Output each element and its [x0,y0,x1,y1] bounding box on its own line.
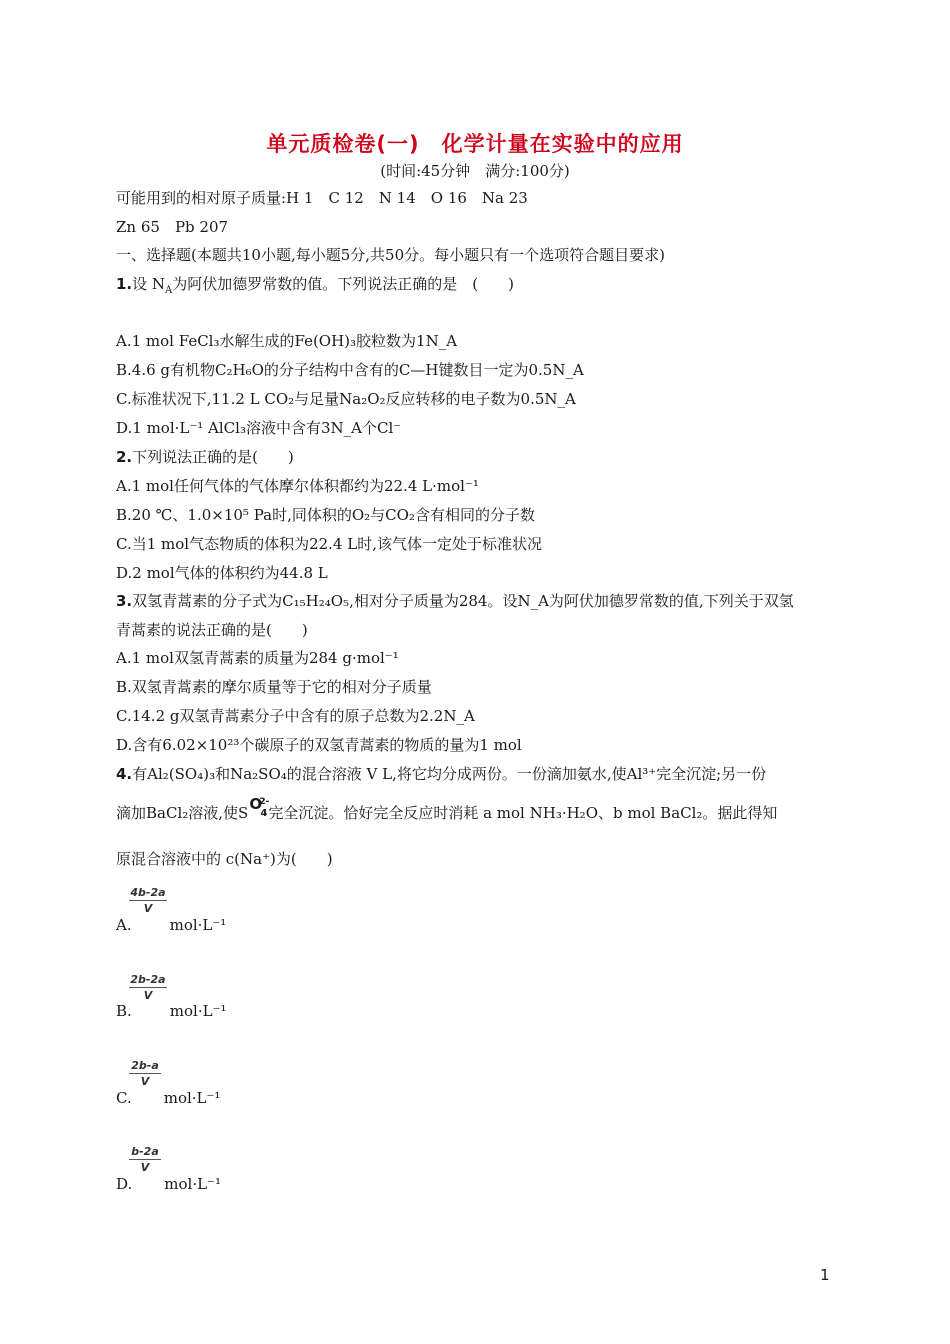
option-a-fraction [129,886,167,915]
sulfate-charge: 2- [259,797,270,807]
option-d-letter: D. [116,1175,133,1193]
question-4-option-c [116,1088,220,1108]
option-b-numerator: 2b-2a [130,973,166,986]
question-3-number: 3. [116,592,133,610]
sulfate-subscript: 4 [260,808,268,819]
sulfate-ion-formula [248,795,270,820]
question-4-stem-line3: 原混合溶液中的 c(Na⁺)为( ) [116,850,333,868]
option-d-unit: mol·L⁻¹ [164,1175,221,1193]
option-d-denominator: V [140,1161,150,1174]
atomic-masses-line2: Zn 65 Pb 207 [116,218,229,236]
question-1-number: 1. [116,275,133,293]
question-2-option-c: C.当1 mol气态物质的体积为22.4 L时,该气体一定处于标准状况 [116,535,542,553]
question-1-option-a: A.1 mol FeCl₃水解生成的Fe(OH)₃胶粒数为1N_A [116,332,458,350]
question-4-option-d [116,1174,221,1194]
option-c-denominator: V [140,1075,150,1088]
question-3-stem-text: 双氢青蒿素的分子式为C₁₅H₂₄O₅,相对分子质量为284。设N_A为阿伏加德罗常数的值,下列关于双氢 [132,592,794,610]
question-3-option-a: A.1 mol双氢青蒿素的质量为284 g·mol⁻¹ [116,649,399,667]
option-b-letter: B. [116,1002,132,1020]
option-a-numerator: 4b-2a [130,886,166,899]
option-a-letter: A. [116,916,132,934]
option-c-unit: mol·L⁻¹ [163,1089,221,1107]
question-3-stem-line1 [116,591,794,611]
question-4-stem-text: 有Al₂(SO₄)₃和Na₂SO₄的混合溶液 V L,将它均分成两份。一份滴加氨水,使Al³⁺完全沉淀;另一份 [132,765,767,783]
question-2-option-d: D.2 mol气体的体积约为44.8 L [116,564,328,582]
question-1-stem [116,274,514,294]
question-1-stem-b: 为阿伏加德罗常数的值。下列说法正确的是 ( ) [172,275,514,293]
option-c-fraction [129,1059,161,1088]
question-4-option-b [116,1001,227,1021]
option-b-denominator: V [143,989,153,1002]
question-3-option-d: D.含有6.02×10²³个碳原子的双氢青蒿素的物质的量为1 mol [116,736,522,754]
question-2-number: 2. [116,448,133,466]
question-2-stem-text: 下列说法正确的是( ) [132,448,294,466]
question-1-option-d: D.1 mol·L⁻¹ AlCl₃溶液中含有3N_A个Cl⁻ [116,419,402,437]
option-b-fraction [129,973,167,1002]
question-3-option-c: C.14.2 g双氢青蒿素分子中含有的原子总数为2.2N_A [116,707,475,725]
question-1-option-b: B.4.6 g有机物C₂H₆O的分子结构中含有的C—H键数目一定为0.5N_A [116,361,584,379]
question-4-option-a [116,915,226,935]
section-heading: 一、选择题(本题共10小题,每小题5分,共50分。每小题只有一个选项符合题目要求) [116,246,665,264]
question-3-option-b: B.双氢青蒿素的摩尔质量等于它的相对分子质量 [116,678,432,696]
atomic-masses-line1: 可能用到的相对原子质量:H 1 C 12 N 14 O 16 Na 23 [116,189,528,207]
question-2-stem [116,447,294,467]
question-3-stem-line2: 青蒿素的说法正确的是( ) [116,621,308,639]
question-4-stem-line2b: 完全沉淀。恰好完全反应时消耗 a mol NH₃·H₂O、b mol BaCl₂。据此得知 [268,804,778,822]
question-1-stem-a: 设 N [132,275,166,293]
option-d-fraction [129,1145,161,1174]
question-4-number: 4. [116,765,133,783]
sulfate-o: O [249,795,263,813]
question-2-option-b: B.20 ℃、1.0×10⁵ Pa时,同体积的O₂与CO₂含有相同的分子数 [116,506,535,524]
question-2-option-a: A.1 mol任何气体的气体摩尔体积都约为22.4 L·mol⁻¹ [116,477,479,495]
option-c-letter: C. [116,1089,132,1107]
question-4-stem-line2a: 滴加BaCl₂溶液,使S [116,804,249,822]
option-a-unit: mol·L⁻¹ [169,916,227,934]
question-4-stem-line2 [116,795,778,823]
option-b-unit: mol·L⁻¹ [169,1002,227,1020]
question-1-option-c: C.标准状况下,11.2 L CO₂与足量Na₂O₂反应转移的电子数为0.5N_A [116,390,576,408]
page-title: 单元质检卷(一) 化学计量在实验中的应用 [266,132,684,156]
option-d-numerator: b-2a [129,1145,161,1160]
question-4-stem-line1 [116,764,766,784]
page-number: 1 [820,1266,830,1284]
option-a-denominator: V [143,902,153,915]
option-c-numerator: 2b-a [129,1059,161,1074]
page-subtitle: (时间:45分钟 满分:100分) [380,162,570,180]
question-1-stem-sub: A [165,285,173,296]
